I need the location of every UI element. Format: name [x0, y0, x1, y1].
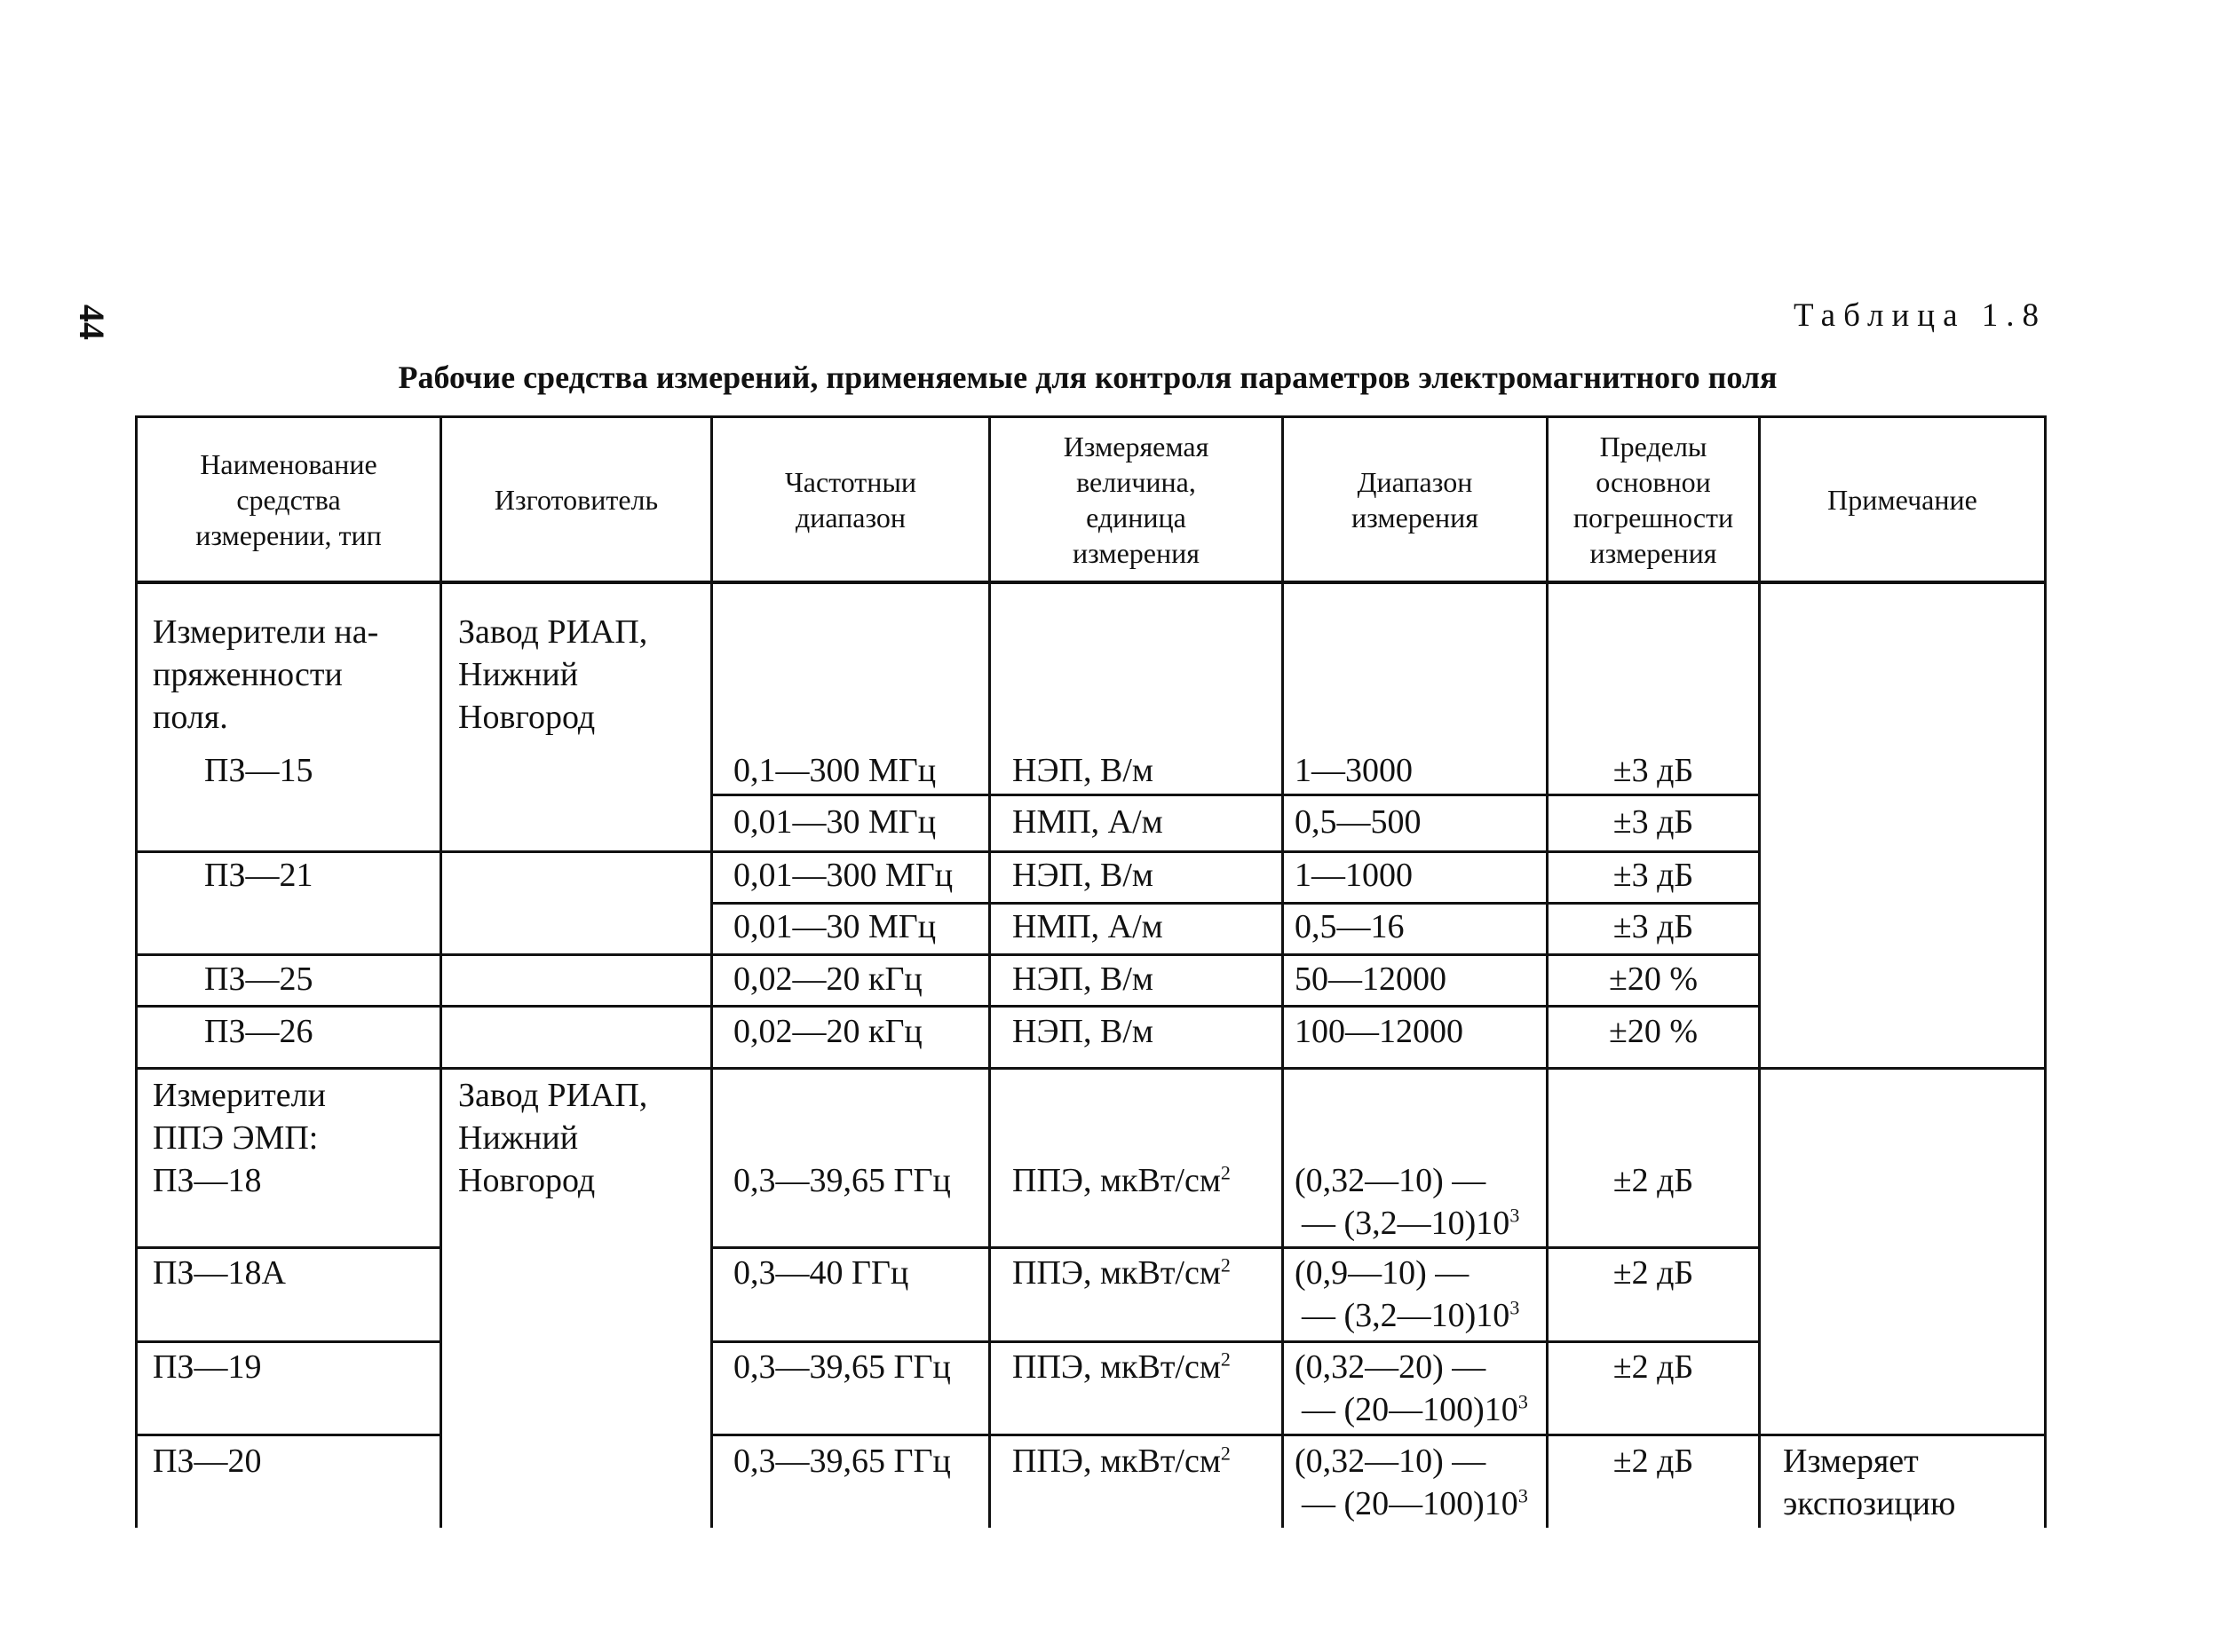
error-limit: ±20 %	[1608, 1013, 1698, 1050]
error-limit: ±20 %	[1608, 960, 1698, 998]
header-line: Примечание	[1827, 483, 1977, 516]
quantity-text: ППЭ, мкВт/см	[1012, 1162, 1221, 1199]
header-line: Диапазон	[1357, 465, 1473, 498]
frequency-range: 0,01—30 МГц	[733, 908, 937, 945]
group1-name-line: поля.	[153, 699, 228, 736]
measured-quantity: НЭП, В/м	[1012, 857, 1153, 894]
error-limit: ±2 дБ	[1612, 1443, 1694, 1480]
measurement-range	[1295, 1346, 1528, 1431]
header-note	[1761, 418, 2044, 581]
error-limit: ±3 дБ	[1612, 908, 1694, 945]
row-rule	[135, 953, 1760, 956]
header-measurement-range	[1284, 418, 1546, 581]
range-line: (0,9—10) —	[1295, 1254, 1469, 1292]
header-line: погрешности	[1572, 501, 1734, 534]
error-limit: ±2 дБ	[1612, 1162, 1694, 1199]
quantity-text: ППЭ, мкВт/см	[1012, 1443, 1221, 1480]
group1-name	[153, 611, 378, 739]
table-label: Таблица 1.8	[1794, 297, 2047, 334]
range-line: (0,32—20) —	[1295, 1348, 1486, 1386]
header-line: измерения	[1073, 536, 1200, 569]
note-line: Измеряет	[1783, 1443, 1919, 1480]
group2-name	[153, 1074, 326, 1159]
error-limit: ±2 дБ	[1612, 1254, 1694, 1292]
instrument-type: ПЗ—19	[153, 1348, 262, 1386]
header-measured-quantity	[991, 418, 1281, 581]
measured-quantity: НЭП, В/м	[1012, 960, 1153, 998]
instrument-type: ПЗ—18А	[153, 1254, 286, 1292]
header-line: Наименование	[200, 447, 377, 480]
table-caption: Рабочие средства измерений, применяемые для контроля параметров электромагнитного поля	[398, 360, 1778, 395]
col-rule	[1758, 415, 1761, 1528]
measurement-range: 100—12000	[1295, 1013, 1463, 1050]
superscript: 2	[1220, 1253, 1231, 1277]
measurement-range: 1—3000	[1295, 752, 1413, 789]
header-line: Частотныи	[784, 465, 917, 498]
group2-name-line: Измерители	[153, 1077, 326, 1114]
col-rule	[440, 415, 442, 1528]
measurement-range	[1295, 1252, 1519, 1337]
measured-quantity: НЭП, В/м	[1012, 752, 1153, 789]
group2-manufacturer	[458, 1074, 647, 1202]
measurement-range	[1295, 1159, 1519, 1245]
error-limit: ±2 дБ	[1612, 1348, 1694, 1386]
range-line	[1295, 1202, 1519, 1245]
row-rule	[135, 1005, 1760, 1008]
range-line: (0,32—10) —	[1295, 1162, 1486, 1199]
frequency-range: 0,02—20 кГц	[733, 1013, 923, 1050]
range-text: — (20—100)10	[1302, 1391, 1518, 1428]
header-manufacturer	[442, 418, 710, 581]
frequency-range: 0,01—300 МГц	[733, 857, 954, 894]
group1-name-line: Измерители на-	[153, 613, 379, 651]
header-name-type	[138, 418, 440, 581]
manufacturer-line: Нижний	[458, 656, 579, 693]
superscript: 3	[1517, 1484, 1528, 1507]
instrument-type: ПЗ—20	[153, 1443, 262, 1480]
range-line	[1295, 1294, 1519, 1337]
measured-quantity	[1012, 1346, 1231, 1388]
superscript: 2	[1220, 1161, 1231, 1184]
range-line	[1295, 1482, 1528, 1525]
measured-quantity	[1012, 1159, 1231, 1202]
measurement-table	[135, 415, 2047, 1528]
superscript: 3	[1509, 1204, 1520, 1227]
frequency-range: 0,1—300 МГц	[733, 752, 937, 789]
header-line: величина,	[1076, 465, 1196, 498]
superscript: 2	[1220, 1348, 1231, 1371]
frequency-range: 0,01—30 МГц	[733, 803, 937, 841]
instrument-type: ПЗ—26	[204, 1013, 313, 1050]
manufacturer-line: Новгород	[458, 699, 596, 736]
header-line: средства	[236, 483, 341, 516]
measured-quantity: НЭП, В/м	[1012, 1013, 1153, 1050]
measured-quantity: НМП, А/м	[1012, 803, 1163, 841]
note	[1783, 1440, 1955, 1525]
row-rule	[712, 1434, 2047, 1436]
error-limit: ±3 дБ	[1612, 752, 1694, 789]
row-rule	[712, 1246, 1760, 1249]
header-line: основнои	[1596, 465, 1711, 498]
instrument-type: ПЗ—15	[204, 752, 313, 789]
measurement-range	[1295, 1440, 1528, 1525]
manufacturer-line: Завод РИАП,	[458, 613, 648, 651]
col-rule	[710, 415, 713, 1528]
row-rule	[135, 850, 1760, 853]
manufacturer-line: Нижний	[458, 1119, 579, 1157]
header-line: Измеряемая	[1063, 430, 1209, 462]
row-rule	[135, 1340, 440, 1343]
header-line: единица	[1086, 501, 1186, 534]
frequency-range: 0,02—20 кГц	[733, 960, 923, 998]
measurement-range: 50—12000	[1295, 960, 1446, 998]
col-rule	[135, 415, 138, 1528]
instrument-type: ПЗ—25	[204, 960, 313, 998]
frequency-range: 0,3—39,65 ГГц	[733, 1348, 951, 1386]
manufacturer-line: Завод РИАП,	[458, 1077, 648, 1114]
group1-name-line: пряженности	[153, 656, 343, 693]
measurement-range: 0,5—500	[1295, 803, 1422, 841]
error-limit: ±3 дБ	[1612, 857, 1694, 894]
range-line	[1295, 1388, 1528, 1431]
row-rule	[712, 794, 1760, 796]
header-line: Изготовитель	[494, 483, 659, 516]
measured-quantity	[1012, 1440, 1231, 1482]
header-line: измерения	[1351, 501, 1478, 534]
quantity-text: ППЭ, мкВт/см	[1012, 1254, 1221, 1292]
instrument-type: ПЗ—21	[204, 857, 313, 894]
frequency-range: 0,3—40 ГГц	[733, 1254, 909, 1292]
header-line: измерения	[1589, 536, 1717, 569]
range-text: — (3,2—10)10	[1302, 1205, 1510, 1242]
page-number: 44	[72, 304, 112, 340]
row-rule	[135, 1246, 440, 1249]
header-error-limits	[1549, 418, 1758, 581]
row-rule	[712, 1340, 1760, 1343]
row-rule	[135, 1434, 440, 1436]
manufacturer-line: Новгород	[458, 1162, 596, 1199]
range-line: (0,32—10) —	[1295, 1443, 1486, 1480]
measurement-range: 0,5—16	[1295, 908, 1405, 945]
col-rule	[1281, 415, 1284, 1528]
instrument-type: ПЗ—18	[153, 1162, 262, 1199]
superscript: 3	[1509, 1296, 1520, 1319]
measurement-range: 1—1000	[1295, 857, 1413, 894]
range-text: — (3,2—10)10	[1302, 1297, 1510, 1334]
group1-manufacturer	[458, 611, 647, 739]
frequency-range: 0,3—39,65 ГГц	[733, 1443, 951, 1480]
row-rule	[712, 902, 1760, 905]
header-line: Пределы	[1599, 430, 1707, 462]
note-line: экспозицию	[1783, 1485, 1956, 1522]
superscript: 3	[1517, 1390, 1528, 1413]
measured-quantity: НМП, А/м	[1012, 908, 1163, 945]
frequency-range: 0,3—39,65 ГГц	[733, 1162, 951, 1199]
measured-quantity	[1012, 1252, 1231, 1294]
superscript: 2	[1220, 1442, 1231, 1465]
range-text: — (20—100)10	[1302, 1485, 1518, 1522]
quantity-text: ППЭ, мкВт/см	[1012, 1348, 1221, 1386]
header-frequency-range	[713, 418, 988, 581]
header-line: диапазон	[795, 501, 907, 534]
header-line: измерении, тип	[195, 518, 382, 551]
table-border-right	[2044, 415, 2047, 1528]
group2-name-line: ППЭ ЭМП:	[153, 1119, 319, 1157]
error-limit: ±3 дБ	[1612, 803, 1694, 841]
col-rule	[988, 415, 991, 1528]
